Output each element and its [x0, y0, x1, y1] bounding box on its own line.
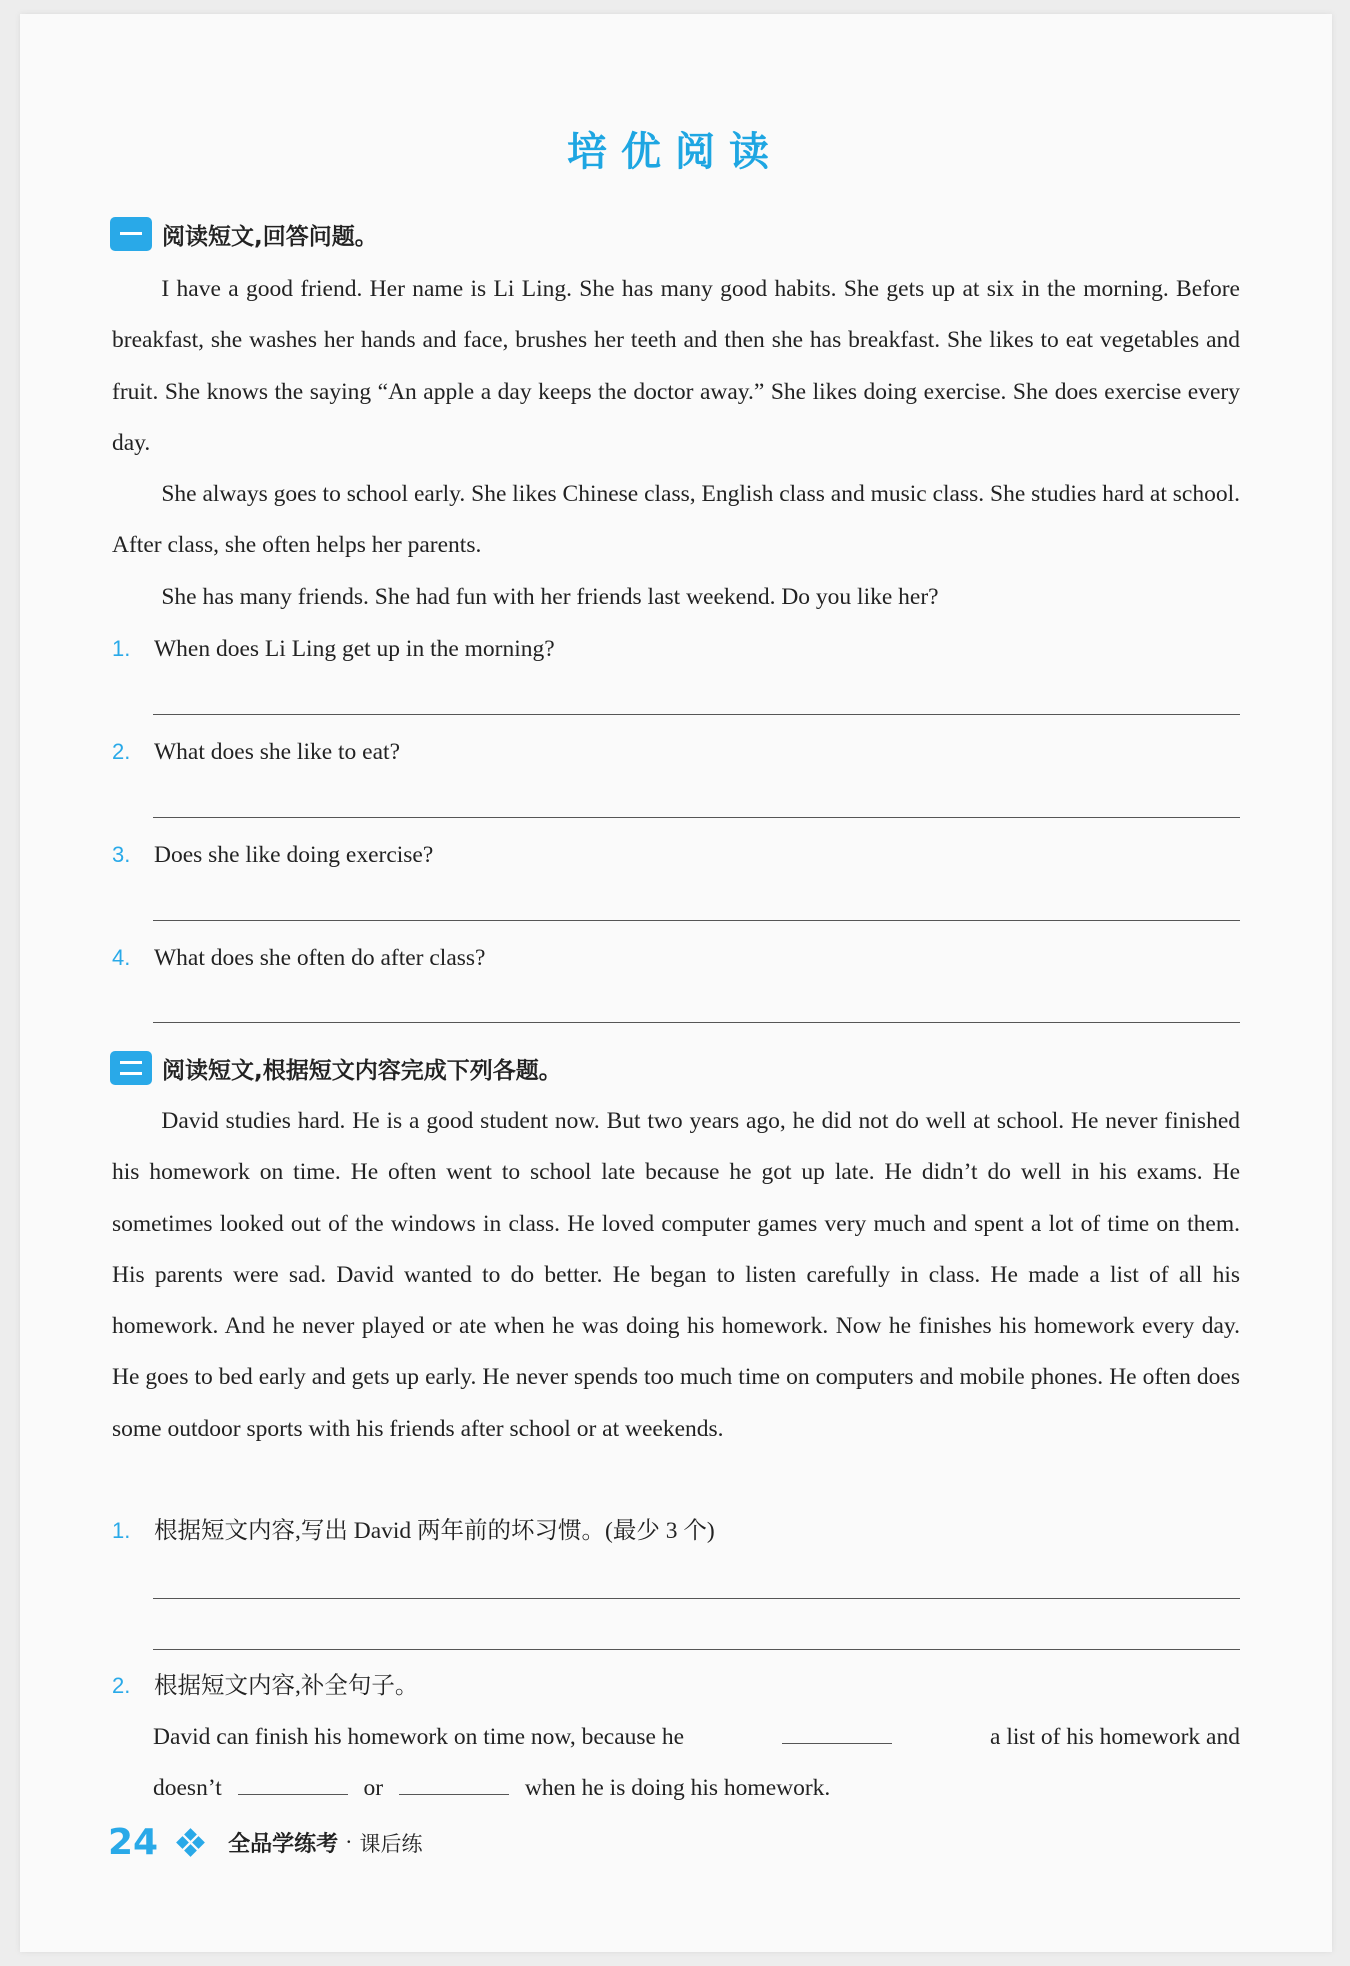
brand-subtitle: 课后练	[359, 1831, 423, 1856]
sentence-part: when he is doing his homework.	[524, 1775, 831, 1801]
section-2-instruction: 阅读短文,根据短文内容完成下列各题。	[162, 1057, 562, 1084]
answer-line-3[interactable]	[153, 920, 1240, 921]
question-number: 1.	[112, 1518, 131, 1543]
question-text: 根据短文内容,补全句子。	[154, 1673, 419, 1699]
sentence-part: David can finish his homework on time now, because he	[153, 1724, 685, 1750]
question-text: Does she like doing exercise?	[154, 842, 434, 868]
answer-line-2[interactable]	[153, 817, 1240, 818]
page-number: 24	[108, 1822, 159, 1863]
blank-1[interactable]	[782, 1721, 892, 1744]
passage-paragraph: She always goes to school early. She likes Chinese class, English class and music class. She studies hard at school. After class, she often helps her parents.	[112, 481, 1240, 559]
passage-paragraph: She has many friends. She had fun with her friends last weekend. Do you like her?	[161, 583, 939, 610]
section-1-badge	[110, 217, 152, 251]
question-number: 2.	[112, 739, 131, 764]
sentence-part: or	[363, 1775, 384, 1801]
passage-paragraph: I have a good friend. Her name is Li Ling. She has many good habits. She gets up at six in the morning. Before breakfast, she washes her hands and face, brushes her teeth and then she has breakfast. She likes to eat vegetables and fruit. She knows the saying “An apple a day keeps the doctor away.” She likes doing exercise. She does exercise every day.	[112, 276, 1240, 456]
question-text: When does Li Ling get up in the morning?	[154, 636, 555, 662]
blank-3[interactable]	[399, 1772, 509, 1795]
sentence-part: a list of his homework and	[990, 1724, 1240, 1750]
section-2-passage	[112, 1096, 1240, 1455]
answer-line-s2-1b[interactable]	[153, 1649, 1240, 1650]
question-number: 3.	[112, 842, 131, 867]
sentence-part: doesn’t	[153, 1775, 222, 1801]
diamond-icon	[178, 1830, 204, 1856]
section-2-question-2	[112, 1670, 418, 1702]
section-2-header	[110, 1048, 562, 1088]
question-3	[112, 839, 433, 871]
question-text: 根据短文内容,写出 David 两年前的坏习惯。(最少 3 个)	[154, 1518, 715, 1544]
section-2-badge	[110, 1051, 152, 1085]
question-2	[112, 736, 400, 768]
section-1-header	[110, 214, 378, 254]
question-4	[112, 942, 485, 974]
page-title: 培优阅读	[567, 129, 783, 175]
question-text: What does she like to eat?	[154, 739, 401, 765]
answer-line-4[interactable]	[153, 1022, 1240, 1023]
passage-paragraph: David studies hard. He is a good student now. But two years ago, he did not do well at school. He never finished his homework on time. He often went to school late because he got up late. He didn’t do well in his exams. He sometimes looked out of the windows in class. He loved computer games very much and spent a lot of time on them. His parents were sad. David wanted to do better. He began to listen carefully in class. He made a list of all his homework. And he never played or ate when he was doing his homework. Now he finishes his homework every day. He goes to bed early and gets up early. He never spends too much time on computers and mobile phones. He often does some outdoor sports with his friends after school or at weekends.	[112, 1108, 1240, 1442]
section-1-instruction: 阅读短文,回答问题。	[162, 223, 378, 250]
question-1	[112, 633, 555, 665]
answer-line-s2-1a[interactable]	[153, 1598, 1240, 1599]
question-number: 2.	[112, 1673, 131, 1698]
fill-sentence-line-2	[153, 1772, 1240, 1804]
page-footer	[108, 1822, 422, 1863]
question-number: 4.	[112, 945, 131, 970]
brand-name: 全品学练考	[228, 1832, 339, 1857]
question-text: What does she often do after class?	[154, 945, 486, 971]
section-1-passage	[112, 264, 1240, 623]
fill-sentence-line-1	[153, 1721, 1240, 1753]
answer-line-1[interactable]	[153, 714, 1240, 715]
section-2-question-1	[112, 1515, 715, 1547]
question-number: 1.	[112, 636, 131, 661]
separator: ·	[346, 1833, 352, 1851]
blank-2[interactable]	[238, 1772, 348, 1795]
